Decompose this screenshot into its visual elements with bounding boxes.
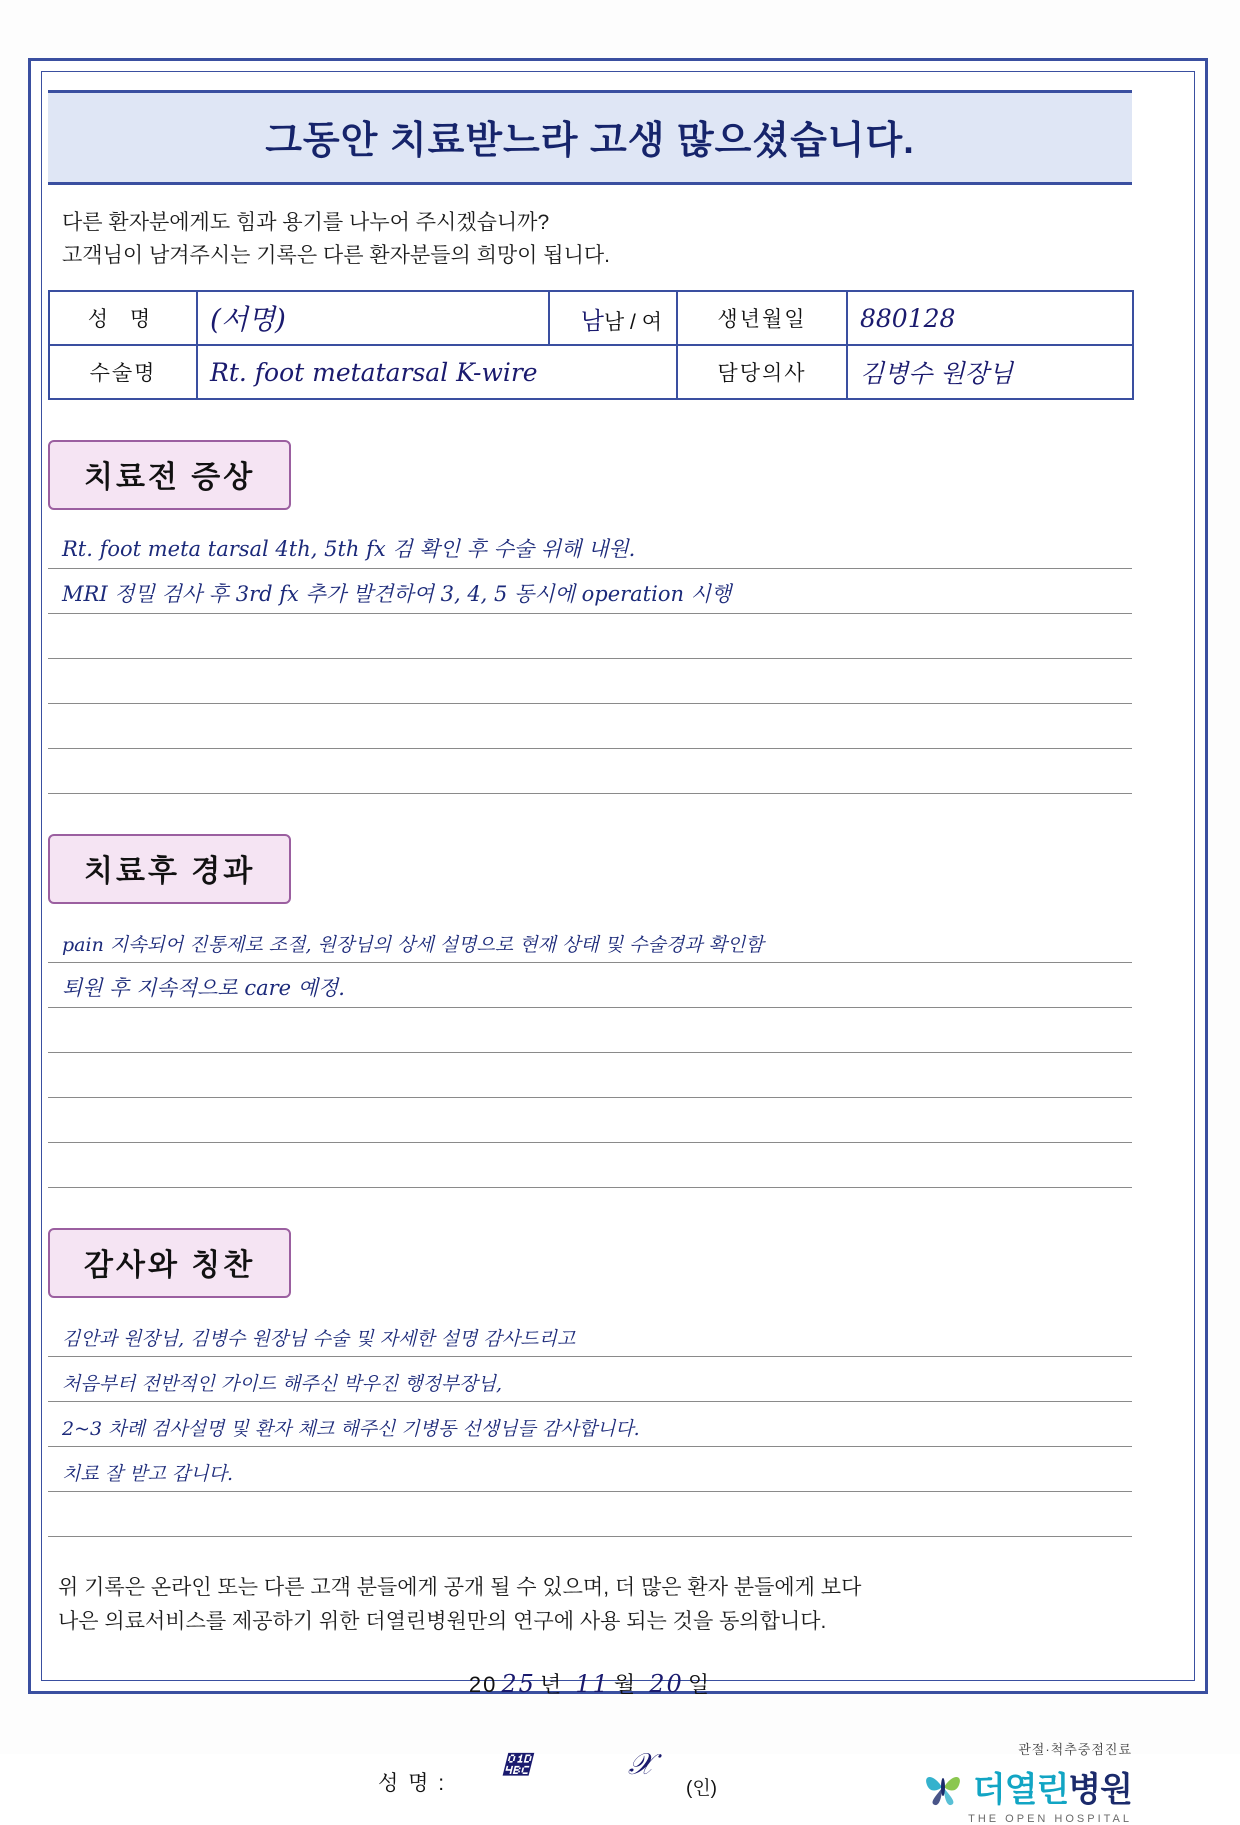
day-handwriting: 20 [649,1670,684,1699]
section-header-progress [48,834,291,904]
intro-line-1: 다른 환자분에게도 힘과 용기를 나누어 주시겠습니까? [62,211,550,234]
logo-tagline: 관절·척추중점진료 [1018,1742,1132,1758]
logo-brand-rest: 병원 [1068,1771,1132,1810]
line-text: 2~3 차례 검사설명 및 환자 체크 해주신 기병동 선생님들 감사합니다. [62,1418,640,1441]
gender-cell[interactable] [549,291,677,345]
logo-brand-accent: 더열린 [972,1771,1069,1810]
line-text: MRI 정밀 검사 후 3rd fx 추가 발견하여 3, 4, 5 동시에 operation 시행 [62,582,732,607]
logo-brand-sub: THE OPEN HOSPITAL [968,1813,1132,1825]
birth-label: 생년월일 [677,291,847,345]
gender-label: 남 / 여 [603,310,662,334]
intro-text [48,207,1132,272]
page-title: 그동안 치료받느라 고생 많으셨습니다. [265,120,915,162]
name-value-cell[interactable] [197,291,549,345]
signature-row [48,1733,1132,1823]
writing-line[interactable] [48,749,1132,794]
document-content [48,90,1132,1823]
writing-line[interactable] [48,963,1132,1008]
section-lines-symptoms [48,524,1132,794]
line-text: 퇴원 후 지속적으로 care 예정. [62,976,345,1001]
writing-line[interactable] [48,659,1132,704]
section-header-symptoms [48,440,291,510]
writing-line[interactable] [48,1312,1132,1357]
consent-line-1: 위 기록은 온라인 또는 다른 고객 분들에게 공개 될 수 있으며, 더 많은 환자 분들에게 보다 [58,1576,862,1600]
writing-line[interactable] [48,1053,1132,1098]
writing-line[interactable] [48,614,1132,659]
patient-info-table [48,290,1134,400]
doctor-label: 담당의사 [677,345,847,399]
birth-handwriting: 880128 [860,303,956,333]
table-row [49,345,1133,399]
line-text: 처음부터 전반적인 가이드 해주신 박우진 행정부장님, [62,1373,503,1396]
writing-line[interactable] [48,1008,1132,1053]
year-label: 년 [539,1672,564,1698]
surgery-handwriting: Rt. foot metatarsal K-wire [210,357,538,387]
writing-line[interactable] [48,1098,1132,1143]
month-label: 월 [613,1672,638,1698]
gender-selected-mark: 남 [580,306,604,335]
line-text: 치료 잘 받고 갑니다. [62,1463,233,1486]
writing-line[interactable] [48,524,1132,569]
name-handwriting: (서명) [210,303,286,337]
section-title: 치료전 증상 [84,461,256,495]
day-label: 일 [687,1672,712,1698]
consent-text [48,1571,1132,1638]
writing-line[interactable] [48,704,1132,749]
line-text: pain 지속되어 진통제로 조절, 원장님의 상세 설명으로 현재 상태 및 수술경과 확인함 [62,934,764,957]
title-banner [48,90,1132,185]
date-row [48,1668,1132,1699]
logo-brand-name [973,1762,1132,1811]
writing-line[interactable] [48,1143,1132,1188]
signature-name-handwriting: 𝒼 [503,1751,529,1782]
year-handwriting: 25 [501,1670,536,1699]
writing-line[interactable] [48,918,1132,963]
butterfly-icon [921,1765,965,1809]
signature-mark-handwriting: 𝒳 [628,1747,654,1783]
writing-line[interactable] [48,1447,1132,1492]
signature-label: 성 명 : [378,1772,447,1796]
birth-value-cell[interactable] [847,291,1133,345]
doctor-handwriting: 김병수 원장님 [860,359,1013,389]
section-title: 치료후 경과 [84,855,256,889]
writing-line[interactable] [48,1357,1132,1402]
section-lines-gratitude [48,1312,1132,1537]
table-row [49,291,1133,345]
consent-line-2: 나은 의료서비스를 제공하기 위한 더열린병원만의 연구에 사용 되는 것을 동의합니다. [58,1609,827,1633]
writing-line[interactable] [48,1402,1132,1447]
surgery-label: 수술명 [49,345,197,399]
signature-seal-label: (인) [686,1778,718,1800]
section-lines-progress [48,918,1132,1188]
year-prefix: 20 [468,1672,498,1698]
month-handwriting: 11 [575,1670,610,1699]
hospital-logo [882,1739,1132,1825]
line-text: Rt. foot meta tarsal 4th, 5th fx 검 확인 후 수술 위해 내원. [62,537,636,562]
section-header-gratitude [48,1228,291,1298]
line-text: 김안과 원장님, 김병수 원장님 수술 및 자세한 설명 감사드리고 [62,1328,576,1351]
logo-brand-row [882,1762,1132,1811]
name-label: 성 명 [49,291,197,345]
intro-line-2: 고객님이 남겨주시는 기록은 다른 환자분들의 희망이 됩니다. [62,243,610,267]
section-title: 감사와 칭찬 [84,1249,256,1283]
writing-line[interactable] [48,569,1132,614]
doctor-value-cell[interactable] [847,345,1133,399]
surgery-value-cell[interactable] [197,345,677,399]
writing-line[interactable] [48,1492,1132,1537]
